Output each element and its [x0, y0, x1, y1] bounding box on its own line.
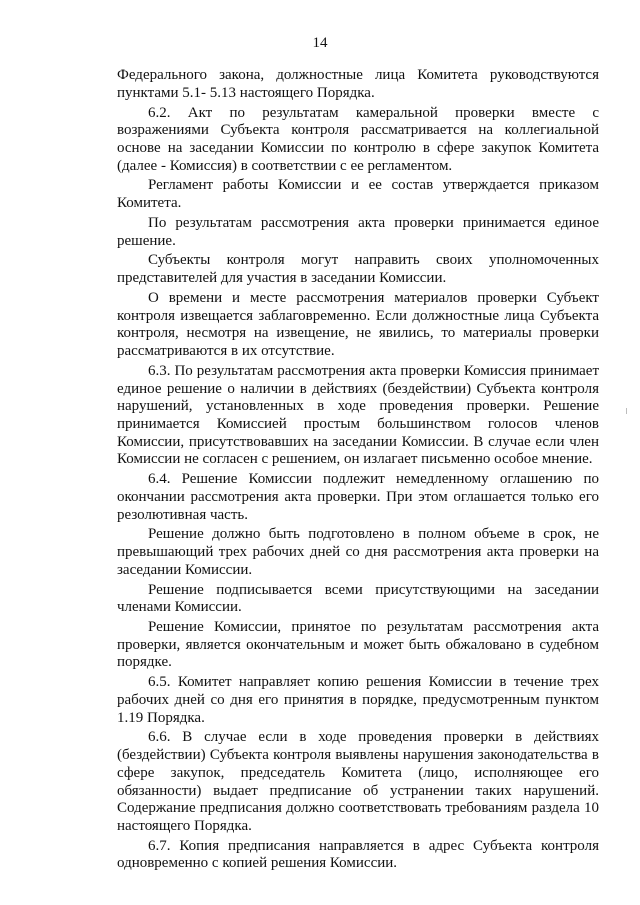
paragraph-1: Федерального закона, должностные лица Комитета руководствуются пунктами 5.1- 5.13 настоящего Порядка. — [117, 67, 599, 101]
paragraph-14: 6.7. Копия предписания направляется в адрес Субъекта контроля одновременно с копией решения Комиссии. — [117, 837, 599, 872]
paragraph-3: Регламент работы Комиссии и ее состав утверждается приказом Комитета. — [117, 177, 599, 212]
paragraph-5: Субъекты контроля могут направить своих уполномоченных представителей для участия в заседании Комиссии. — [117, 252, 599, 287]
paragraph-4: По результатам рассмотрения акта проверки принимается единое решение. — [117, 214, 599, 249]
paragraph-12: 6.5. Комитет направляет копию решения Комиссии в течение трех рабочих дней со дня его принятия в порядке, предусмотренным пунктом 1.19 Порядка. — [117, 674, 599, 726]
paragraph-8: 6.4. Решение Комиссии подлежит немедленному оглашению по окончании рассмотрения акта проверки. При этом оглашается только его резолютивная часть. — [117, 471, 599, 523]
paragraph-6: О времени и месте рассмотрения материалов проверки Субъект контроля извещается заблаговременно. Если должностные лица Субъекта контроля, несмотря на извещение, не явились, то материалы проверки рассматриваются в их отсутствие. — [117, 289, 599, 360]
paragraph-9: Решение должно быть подготовлено в полном объеме в срок, не превышающий трех рабочих дней со дня рассмотрения акта проверки на заседании Комиссии. — [117, 526, 599, 578]
page-number: 14 — [312, 35, 328, 51]
paragraph-13: 6.6. В случае если в ходе проведения проверки в действиях (бездействии) Субъекта контроля выявлены нарушения законодательства в сфере закупок, председатель Комитета (лицо, исполняющее его обязанности) выдает предписание об устранении таких нарушений. Содержание предписания должно соответствовать требованиям раздела 10 настоящего Порядка. — [117, 729, 599, 834]
scan-mark — [626, 408, 627, 414]
paragraph-11: Решение Комиссии, принятое по результатам рассмотрения акта проверки, является окончательным и может быть обжаловано в судебном порядке. — [117, 619, 599, 671]
paragraph-2: 6.2. Акт по результатам камеральной проверки вместе с возражениями Субъекта контроля рассматривается на коллегиальной основе на заседании Комиссии по контролю в сфере закупок Комитета (далее - Комиссия) в соответствии с ее регламентом. — [117, 104, 599, 174]
paragraph-7: 6.3. По результатам рассмотрения акта проверки Комиссия принимает единое решение о наличии в действиях (бездействии) Субъекта контроля нарушений, установленных в ходе проведения проверки. Решение принимается Комиссией простым большинством голосов членов Комиссии, присутствовавших на заседании Комиссии. В случае если член Комиссии не согласен с решением, он излагает письменно особое мнение. — [117, 362, 599, 468]
document-body — [117, 67, 599, 875]
paragraph-10: Решение подписывается всеми присутствующими на заседании членами Комиссии. — [117, 581, 599, 616]
